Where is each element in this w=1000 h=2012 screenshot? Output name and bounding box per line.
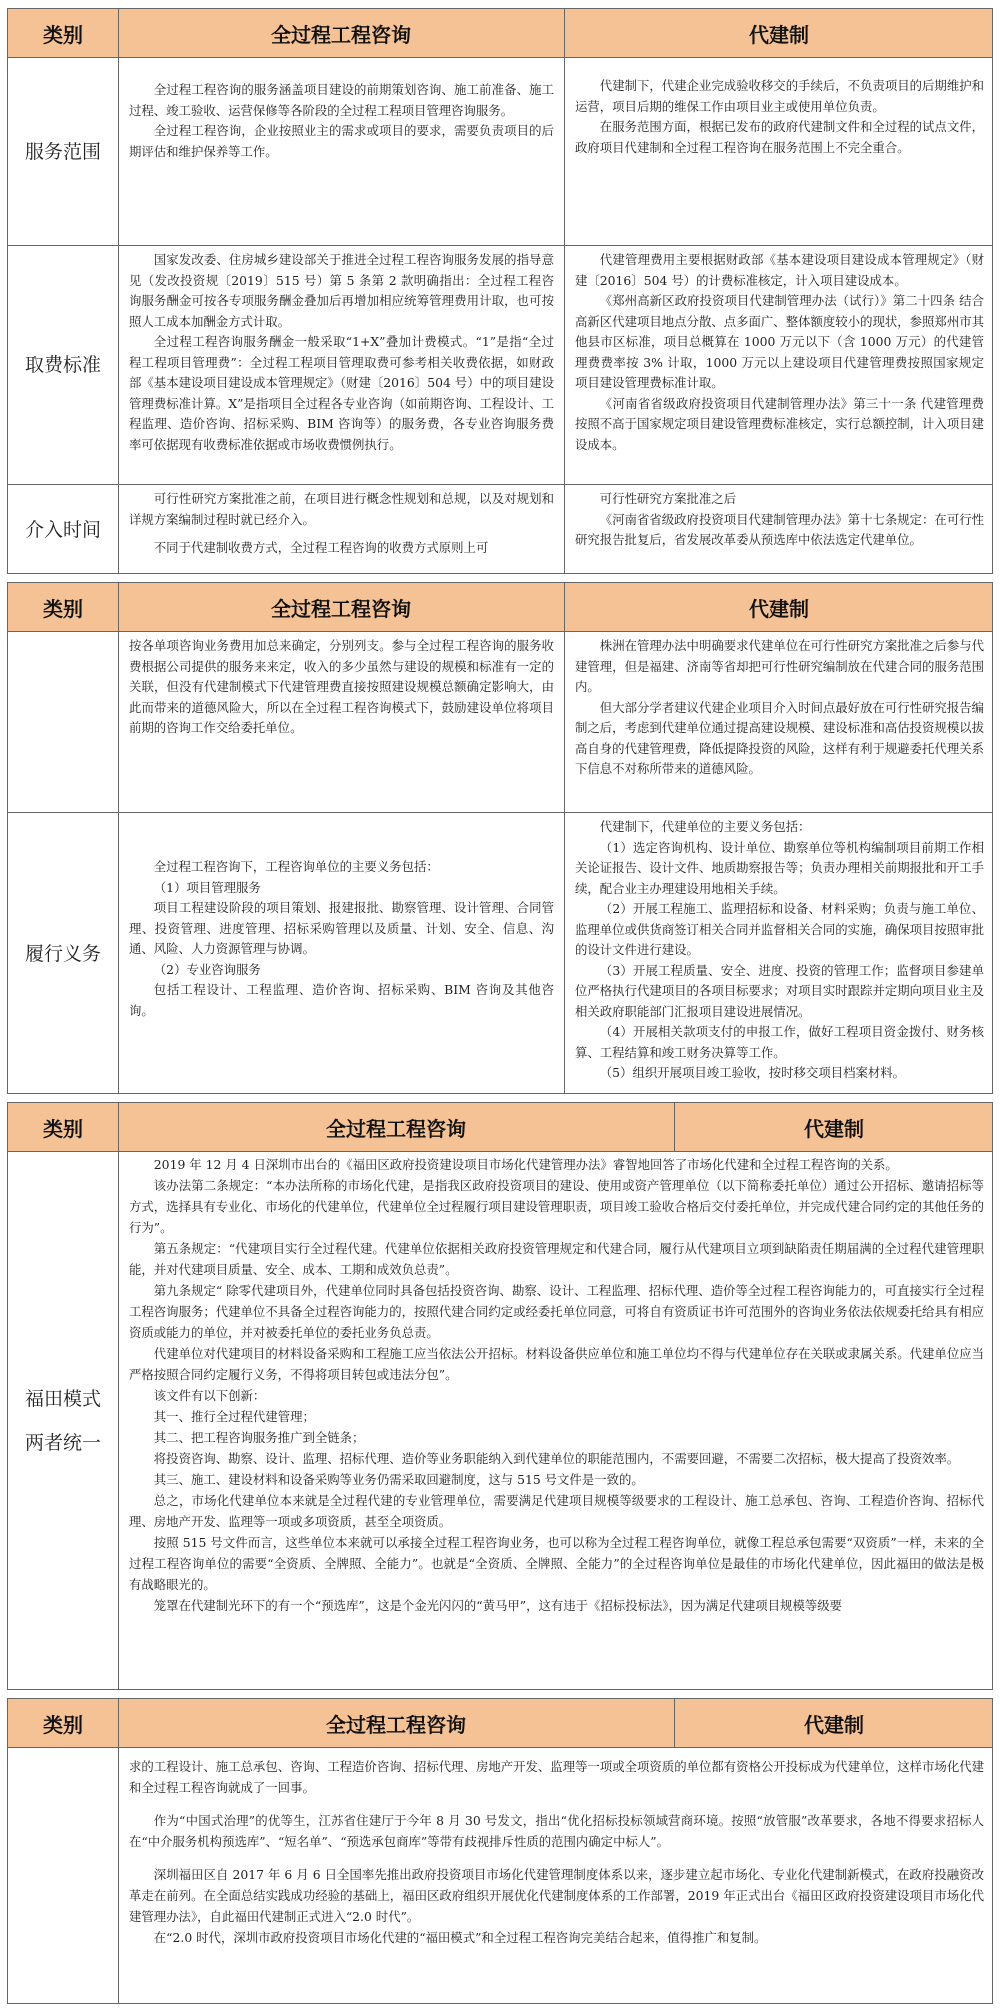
header-category: 类别 xyxy=(43,1712,83,1737)
header-col1: 全过程工程咨询 xyxy=(271,22,411,47)
row-category: 履行义务 xyxy=(24,943,101,965)
header-category: 类别 xyxy=(43,1116,83,1141)
header-col1: 全过程工程咨询 xyxy=(326,1116,466,1141)
merged-text-cell: 2019 年 12 月 4 日深圳市出台的《福田区政府投资建设项目市场化代建管理办法》睿智地回答了市场化代建和全过程工程咨询的关系。 该办法第二条规定：“本办法所称的市场化代建，是指我区政府投资项目的建设、使用或资产管理单位（以下简称委托单位）通过公开招标、邀请招标等方式，选择具有专业化、市场化的代建单位，代建单位全过程履行项目建设管理职责，项目竣工验收合格后交付委托单位，并完成代建合同约定的其他任务的行为”。 第五条规定：“代建项目实行全过程代建。代建单位依据相关政府投资管理规定和代建合同，履行从代建项目立项到缺陷责任期届满的全过程代建管理职能，并对代建项目质量、安全、成本、工期和成效负总责”。 第九条规定“ 除零代建项目外，代建单位同时具备包括投资咨询、勘察、设计、工程监理、招标代理、造价等全过程工程咨询能力的，可直接实行全过程工程咨询服务；代建单位不具备全过程咨询能力的，按照代建合同约定或经委托单位同意，可将自有资质证书许可范围外的咨询业务依法依规委托给具有相应资质或能力的单位，并对被委托单位的委托业务负总责。 代建单位对代建项目的材料设备采购和工程施工应当依法公开招标。材料设备供应单位和施工单位均不得与代建单位存在关联或隶属关系。代建单位应当严格按照合同约定履行义务，不得将项目转包或违法分包”。 该文件有以下创新： 其一、推行全过程代建管理； 其二、把工程咨询服务推广到全链条； 将投资咨询、勘察、设计、监理、招标代理、造价等业务职能纳入到代建单位的职能范围内，不需要回避，不需要二次招标，极大提高了投资效率。 其三、施工、建设材料和设备采购等业务仍需采取回避制度，这与 515 号文件是一致的。 总之，市场化代建单位本来就是全过程代建的专业管理单位，需要满足代建项目规模等级要求的工程设计、施工总承包、咨询、工程造价咨询、招标代理、房地产开发、监理等一项或多项资质，甚至全项资质。 按照 515 号文件而言，这些单位本来就可以承接全过程工程咨询业务，也可以称为全过程工程咨询单位，就像工程总承包需要“双资质”一样，未来的全过程工程咨询单位的需要“全资质、全牌照、全能力”。也就是“全资质、全牌照、全能力”的全过程咨询单位是最佳的市场化代建单位，因此福田的做法是极有战略眼光的。 笼罩在代建制光环下的有一个“预选库”，这是个金光闪闪的“黄马甲”，这有违于《招标投标法》，因为满足代建项目规模等级要 xyxy=(129,1157,984,1613)
comparison-table-1 xyxy=(7,8,993,574)
header-category: 类别 xyxy=(43,596,83,621)
header-category: 类别 xyxy=(43,22,83,47)
comparison-table-2 xyxy=(7,582,993,1094)
header-col2: 代建制 xyxy=(804,1116,864,1141)
col1-cell: 国家发改委、住房城乡建设部关于推进全过程工程咨询服务发展的指导意见（发改投资规〔2019〕515 号）第 5 条第 2 款明确指出：全过程工程咨询服务酬金可按各专项服务酬金叠加后再增加相应统筹管理费用计取，也可按照人工成本加酬金方式计取。 全过程工程咨询服务酬金一般采取“1+X”叠加计费模式。“1”是指“全过程工程项目管理费”：全过程工程项目管理取费可参考相关收费依据，如财政部《基本建设项目建设成本管理规定》（财建〔2016〕504 号）中的项目建设管理费标准计算。X”是指项目全过程各专业咨询（如前期咨询、工程设计、工程监理、造价咨询、招标采购、BIM 咨询等）的服务费，各专业咨询服务费率可依据现有收费标准依据或市场收费惯例执行。 xyxy=(129,252,554,452)
col2-cell: 代建制下，代建单位的主要义务包括： （1）选定咨询机构、设计单位、勘察单位等机构编制项目前期工作相关论证报告、设计文件、地质勘察报告等；负责办理相关前期报批和开工手续，配合业主办理建设用地相关手续。 （2）开展工程施工、监理招标和设备、材料采购；负责与施工单位、监理单位或供货商签订相关合同并监督相关合同的实施，确保项目按照审批的设计文件进行建设。 （3）开展工程质量、安全、进度、投资的管理工作；监督项目参建单位严格执行代建项目的各项目标要求；对项目实时跟踪并定期向项目业主及相关政府职能部门汇报项目建设进展情况。 （4）开展相关款项支付的申报工作，做好工程项目资金拨付、财务核算、工程结算和竣工财务决算等工作。 （5）组织开展项目竣工验收，按时移交项目档案材料。 xyxy=(575,819,984,1080)
header-col2: 代建制 xyxy=(749,596,809,621)
col1-cell: 按各单项咨询业务费用加总来确定，分别列支。参与全过程工程咨询的服务收费根据公司提供的服务来来定，收入的多少虽然与建设的规模和标准有一定的关联，但没有代建制模式下代建管理费直接按照建设规模总额确定影响大，由此而带来的道德风险大，所以在全过程工程咨询模式下，鼓励建设单位将项目前期的咨询工作交给委托单位。 xyxy=(129,638,554,735)
row-category: 取费标准 xyxy=(24,354,101,376)
merged-text-cell: 求的工程设计、施工总承包、咨询、工程造价咨询、招标代理、房地产开发、监理等一项或全项资质的单位都有资格公开投标成为代建单位，这样市场化代建和全过程工程咨询就成了一回事。 作为“中国式治理”的优等生，江苏省住建厅于今年 8 月 30 号发文，指出“优化招标投标领域营商环境。按照“放管服”改革要求，各地不得要求招标人在“中介服务机构预选库”、“短名单”、“预选承包商库”等带有歧视排斥性质的范围内确定中标人”。 深圳福田区自 2017 年 6 月 6 日全国率先推出政府投资项目市场化代建管理制度体系以来，逐步建立起市场化、专业化代建制新模式，在政府投融资改革走在前列。在全面总结实践成功经验的基础上，福田区政府组织开展优化代建制度体系的工作部署，2019 年正式出台《福田区政府投资建设项目市场化代建管理办法》，自此福田代建制正式进入“2.0 时代”。 在“2.0 时代，深圳市政府投资项目市场化代建的“福田模式”和全过程工程咨询完美结合起来，值得推广和复制。 xyxy=(129,1759,984,1945)
header-col1: 全过程工程咨询 xyxy=(326,1712,466,1737)
header-col2: 代建制 xyxy=(749,22,809,47)
col1-cell: 全过程工程咨询下，工程咨询单位的主要义务包括： （1）项目管理服务 项目工程建设阶段的项目策划、报建报批、勘察管理、设计管理、合同管理、投资管理、进度管理、招标采购管理以及质量、计划、安全、信息、沟通、风险、人力资源管理与协调。 （2）专业咨询服务 包括工程设计、工程监理、造价咨询、招标采购、BIM 咨询及其他咨询。 xyxy=(129,859,554,1018)
row-category: 介入时间 xyxy=(24,519,101,541)
col1-cell: 可行性研究方案批准之前，在项目进行概念性规划和总规，以及对规划和详规方案编制过程时就已经介入。 不同于代建制收费方式，全过程工程咨询的收费方式原则上可 xyxy=(129,491,554,555)
comparison-table-3 xyxy=(7,1102,993,1690)
col1-cell: 全过程工程咨询的服务涵盖项目建设的前期策划咨询、施工前准备、施工过程、竣工验收、运营保修等各阶段的全过程工程项目管理咨询服务。 全过程工程咨询，企业按照业主的需求或项目的要求，需要负责项目的后期评估和维护保养等工作。 xyxy=(129,82,554,159)
table-header xyxy=(8,1699,992,1748)
table-row xyxy=(8,58,992,246)
comparison-table-4 xyxy=(7,1698,993,2004)
header-col2: 代建制 xyxy=(804,1712,864,1737)
table-header xyxy=(8,9,992,58)
col2-cell: 可行性研究方案批准之后 《河南省省级政府投资项目代建制管理办法》第十七条规定：在可行性研究报告批复后，省发展改革委从预选库中依法选定代建单位。 xyxy=(575,491,984,547)
header-col1: 全过程工程咨询 xyxy=(271,596,411,621)
col2-cell: 代建管理费用主要根据财政部《基本建设项目建设成本管理规定》（财建〔2016〕504 号）的计费标准核定，计入项目建设成本。 《郑州高新区政府投资项目代建制管理办法（试行）》第二十四条 结合高新区代建项目地点分散、点多面广、整体额度较小的现状，参照郑州市其他县市区标准，项目总概算在 1000 万元以下（含 1000 万元）的代建管理费费率按 3% 计取，1000 万元以上建设项目代建管理费按照国家规定项目建设管理费标准计取。 《河南省省级政府投资项目代建制管理办法》第三十一条 代建管理费按照不高于国家规定项目建设管理费标准核定，实行总额控制，计入项目建设成本。 xyxy=(575,252,984,452)
table-row xyxy=(8,813,992,1095)
row-category: 福田模式 两者统一 xyxy=(24,1387,101,1454)
row-category xyxy=(8,632,118,812)
row-category: 服务范围 xyxy=(24,140,101,163)
table-row xyxy=(8,632,992,813)
table-row xyxy=(8,485,992,575)
table-header xyxy=(8,583,992,632)
table-header xyxy=(8,1103,992,1152)
col2-cell: 代建制下，代建企业完成验收移交的手续后，不负责项目的后期维护和运营，项目后期的维保工作由项目业主或使用单位负责。 在服务范围方面，根据已发布的政府代建制文件和全过程的试点文件，政府项目代建制和全过程工程咨询在服务范围上不完全重合。 xyxy=(575,78,984,155)
table-row xyxy=(8,246,992,485)
table-row xyxy=(8,1748,992,2003)
table-row xyxy=(8,1152,992,1689)
col2-cell: 株洲在管理办法中明确要求代建单位在可行性研究方案批准之后参与代建管理，但是福建、济南等省却把可行性研究编制放在代建合同的服务范围内。 但大部分学者建议代建企业项目介入时间点最好放在可行性研究报告编制之后，考虑到代建单位通过提高建设规模、建设标准和高估投资规模以拔高自身的代建管理费，降低提降投资的风险，这样有利于规避委托代理关系下信息不对称所带来的道德风险。 xyxy=(575,638,984,776)
